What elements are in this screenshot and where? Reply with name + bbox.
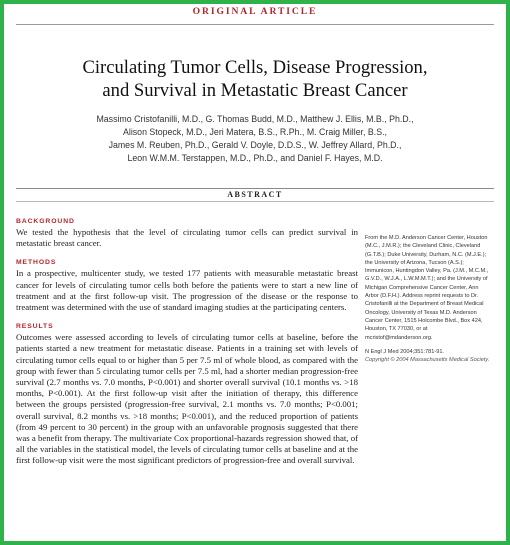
background-heading: BACKGROUND: [16, 218, 75, 225]
background-text: We tested the hypothesis that the level of circulating tumor cells can predict survival in metastatic breast cancer.: [16, 227, 358, 249]
abstract-rule-bottom: [16, 201, 494, 202]
abstract-heading: [0, 184, 510, 202]
header-rule: [16, 24, 494, 25]
author-line: James M. Reuben, Ph.D., Gerald V. Doyle, D.D.S., W. Jeffrey Allard, Ph.D.,: [108, 140, 402, 150]
methods-heading: METHODS: [16, 259, 57, 267]
article-title: [16, 56, 494, 102]
abstract-body: [16, 218, 358, 477]
results-text: Outcomes were assessed according to levels of circulating tumor cells at baseline, before the patients started a new treatment for metastatic disease. Patients in a training set with levels of circulating tumor cells equal to or higher than 5 per 7.5 ml of whole blood, as compared with the group with fewer than 5 circulating tumor cells per 7.5 ml, had a shorter median progression-free survival (2.7 months vs. 7.0 months, P<0.001) and shorter overall survival (10.1 months vs. >18 months, P<0.001). At the first follow-up visit after the initiation of therapy, this difference between the groups persisted (progression-free survival, 2.1 months vs. 7.0 months; P<0.001; overall survival, 8.2 months vs. >18 months; P<0.001), and the reduced proportion of patients (from 49 percent to 30 percent) in the group with an unfavorable prognosis suggested that there was a benefit from therapy. The multivariate Cox proportional-hazards regression showed that, of all the variables in the statistical model, the levels of circulating tumor cells at baseline and at the first follow-up visit were the most significant predictors of progression-free and overall survival.: [16, 332, 358, 466]
methods-section: [16, 259, 358, 313]
title-line-2: and Survival in Metastatic Breast Cancer: [102, 80, 408, 101]
background-section: [16, 218, 358, 249]
results-section: [16, 323, 358, 466]
affiliations-text: From the M.D. Anderson Cancer Center, Houston (M.C., J.M.R.); the Cleveland Clinic, Cleveland (G.T.B.); Duke University, Durham, N.C. (M.J.E.); the University of Arizona, Tucson (A.S.); Immunicon, Huntingdon Valley, Pa. (J.M., M.C.M., G.V.D., W.J.A., L.W.M.M.T.); and the University of Michigan Comprehensive Cancer Center, Ann Arbor (D.F.H.). Address reprint requests to Dr. Cristofanilli at the Department of Breast Medical Oncology, University of Texas M.D. Anderson Cancer Center, 1515 Holcombe Blvd., Box 424, Houston, TX 77030, or at mcristof@mdanderson.org.: [365, 235, 489, 341]
article-type-label: ORIGINAL ARTICLE: [192, 6, 318, 17]
author-line: Massimo Cristofanilli, M.D., G. Thomas Budd, M.D., Matthew J. Ellis, M.B., Ph.D.,: [96, 114, 414, 124]
abstract-label: ABSTRACT: [219, 190, 291, 199]
author-line: Alison Stopeck, M.D., Jeri Matera, B.S., R.Ph., M. Craig Miller, B.S.,: [123, 127, 387, 137]
journal-citation: N Engl J Med 2004;351:781-91.: [365, 348, 444, 355]
results-heading: RESULTS: [16, 323, 54, 331]
author-line: Leon W.M.M. Terstappen, M.D., Ph.D., and Daniel F. Hayes, M.D.: [127, 153, 383, 163]
methods-text: In a prospective, multicenter study, we tested 177 patients with measurable metastatic breast cancer for levels of circulating tumor cells both before the patients were to start a new line of treatment and at the first follow-up visit. The progression of the disease or the response to treatment was determined with the use of standard imaging studies at the participating centers.: [16, 268, 358, 313]
title-line-1: Circulating Tumor Cells, Disease Progression,: [82, 57, 428, 78]
author-list: [16, 113, 494, 165]
sidebar-notes: [365, 234, 493, 364]
copyright-notice: Copyright © 2004 Massachusetts Medical Society.: [365, 357, 490, 364]
